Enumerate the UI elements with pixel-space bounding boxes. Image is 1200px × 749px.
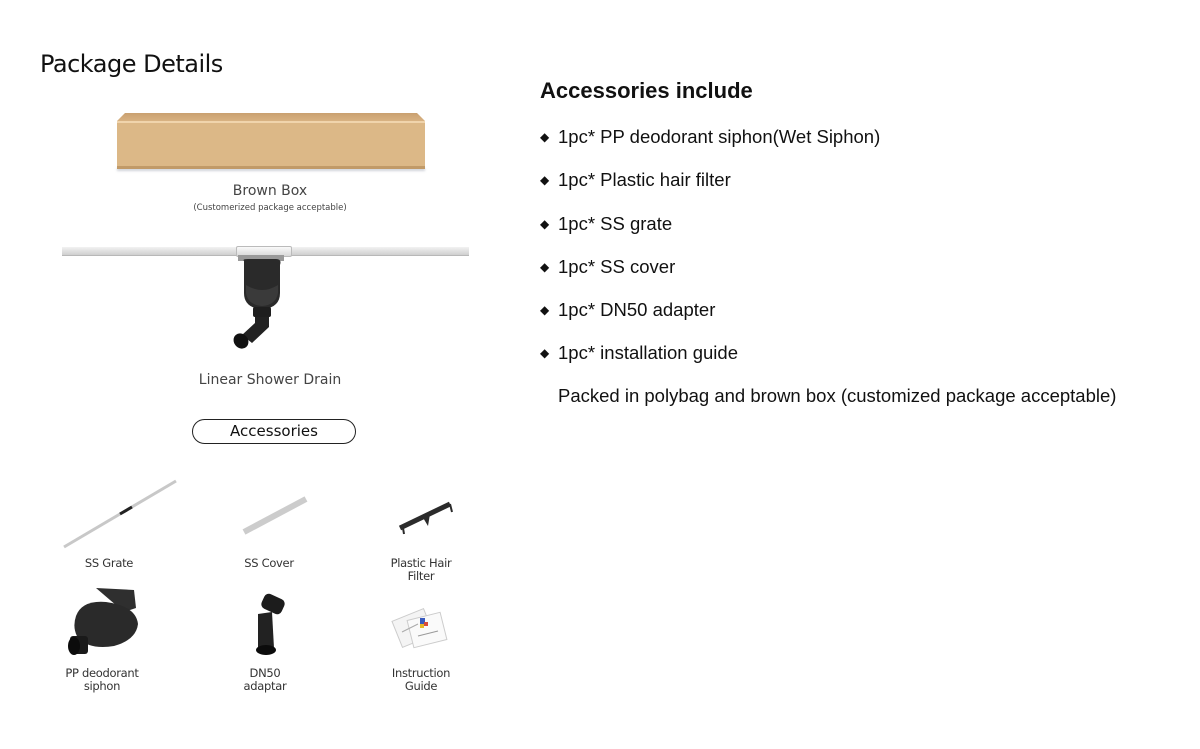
- list-item: ◆ 1pc* DN50 adapter: [540, 299, 716, 321]
- item-label-siphon: PP deodorant siphon: [65, 666, 139, 693]
- list-item: ◆ 1pc* SS grate: [540, 212, 673, 234]
- diamond-bullet-icon: ◆: [540, 130, 550, 144]
- diamond-bullet-icon: ◆: [540, 216, 550, 231]
- accessories-list: [540, 125, 880, 385]
- drain-label: Linear Shower Drain: [198, 372, 342, 388]
- box-top-face: [117, 113, 425, 121]
- diamond-bullet-icon: ◆: [540, 173, 550, 188]
- ss-grate-icon: [62, 478, 180, 550]
- box-front-face: [117, 123, 425, 166]
- page-title: Package Details: [40, 50, 223, 78]
- accessories-include-heading: Accessories include: [540, 78, 753, 103]
- list-item: ◆ 1pc* installation guide: [540, 342, 738, 364]
- list-item: ◆ 1pc* PP deodorant siphon(Wet Siphon): [540, 126, 881, 147]
- list-item: ◆ 1pc* SS cover: [540, 255, 676, 277]
- diamond-bullet-icon: ◆: [540, 259, 550, 274]
- item-label-ss-cover: SS Cover: [244, 556, 294, 570]
- box-bottom-edge: [117, 166, 425, 169]
- ss-cover-icon: [240, 494, 312, 538]
- brown-box-sublabel: (Customerized package acceptable): [193, 203, 347, 213]
- list-item: ◆ 1pc* Plastic hair filter: [540, 169, 731, 191]
- siphon-icon: [66, 586, 142, 660]
- adapter-icon: [244, 592, 290, 656]
- item-label-adapter: DN50 adaptar: [243, 666, 287, 693]
- brown-box-label: Brown Box: [232, 183, 308, 199]
- item-label-hair-filter: Plastic Hair Filter: [390, 556, 452, 583]
- item-label-ss-grate: SS Grate: [84, 556, 134, 570]
- instruction-guide-icon: [390, 602, 454, 654]
- item-label-instruction-guide: Instruction Guide: [391, 666, 451, 693]
- diamond-bullet-icon: ◆: [540, 303, 550, 318]
- hair-filter-icon: [396, 494, 456, 538]
- brown-box-image: [117, 113, 425, 169]
- drain-siphon-icon: [226, 255, 298, 351]
- accessories-badge: Accessories: [192, 419, 356, 444]
- diamond-bullet-icon: ◆: [540, 346, 550, 361]
- packed-note: Packed in polybag and brown box (customized package acceptable): [558, 385, 1117, 406]
